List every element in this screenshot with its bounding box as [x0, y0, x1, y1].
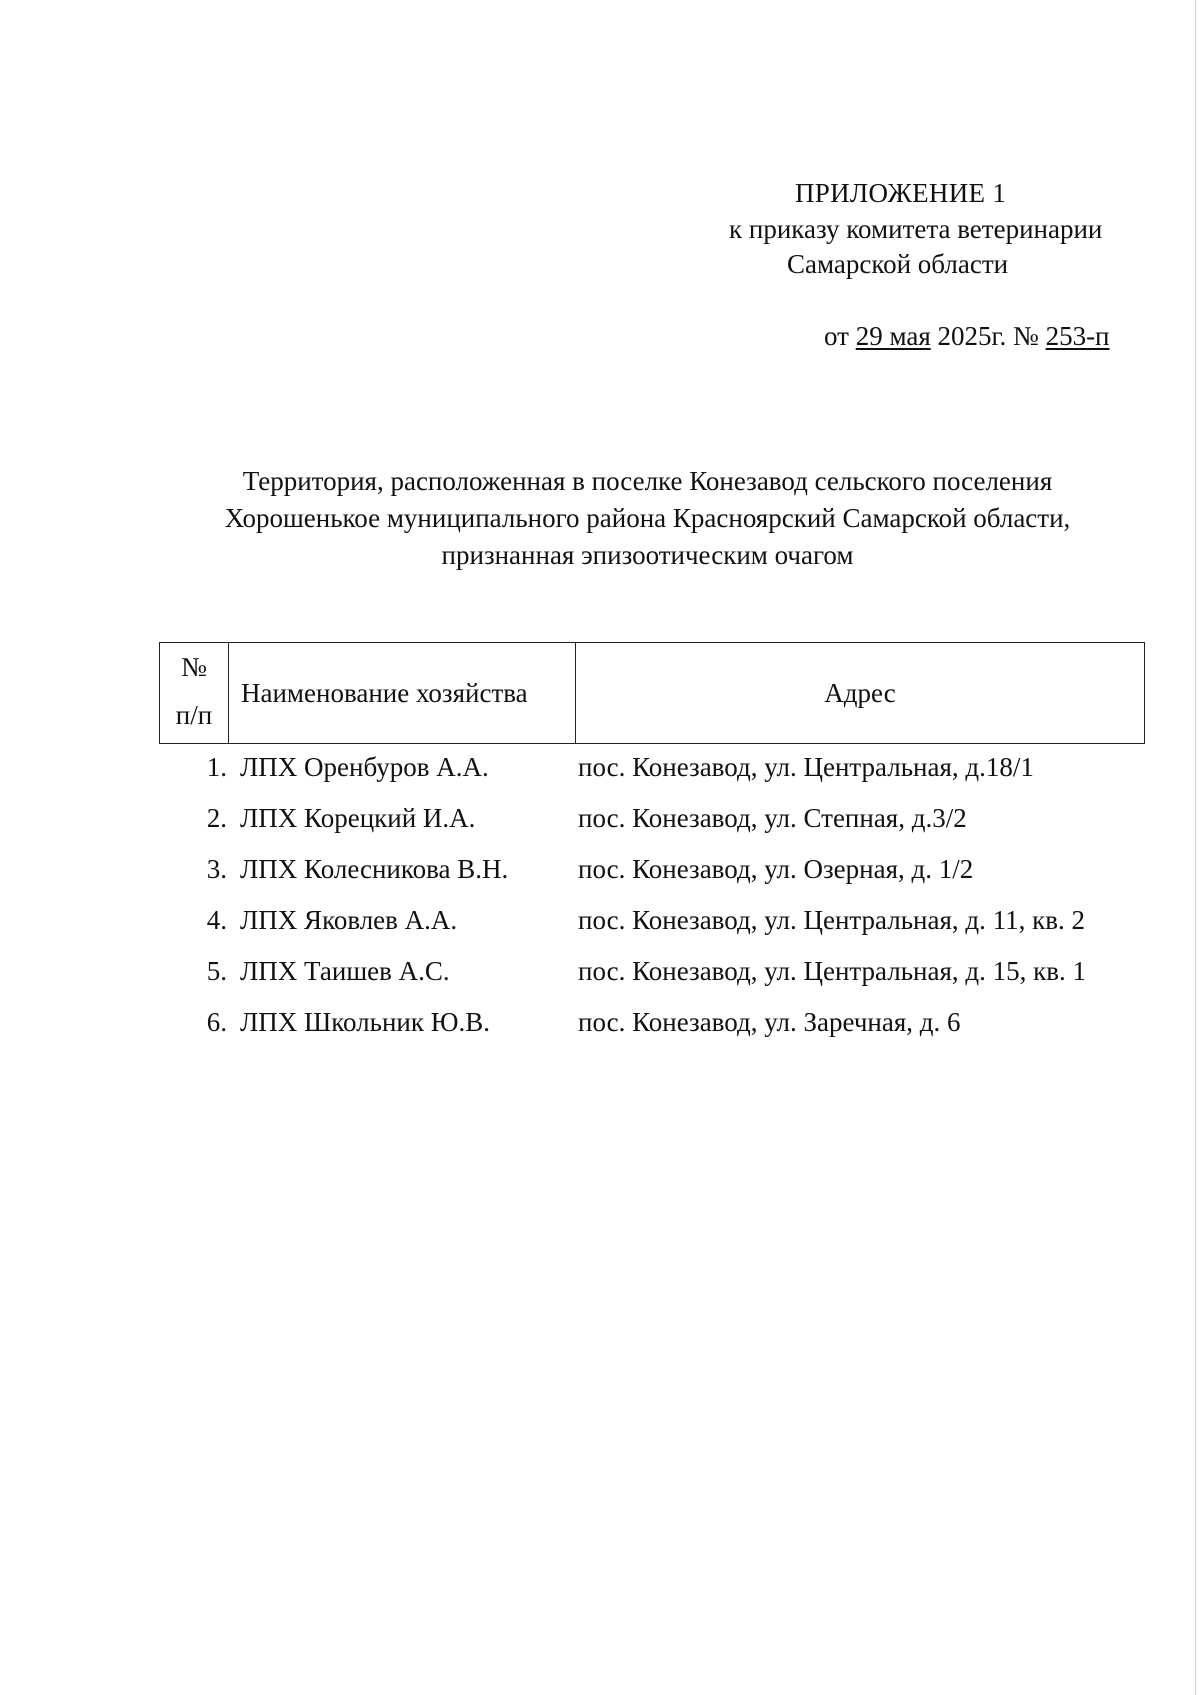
row-number: 2.: [206, 803, 227, 833]
row-number: 3.: [206, 854, 227, 884]
row-address: пос. Конезавод, ул. Заречная, д. 6: [578, 1007, 961, 1037]
row-name: ЛПХ Корецкий И.А.: [240, 803, 476, 833]
row-address: пос. Конезавод, ул. Степная, д.3/2: [578, 803, 967, 833]
appendix-date-line: [824, 320, 1110, 352]
document-title-line: признанная эпизоотическим очагом: [441, 540, 854, 570]
table-body: [159, 747, 1145, 1053]
document-title: [140, 463, 1155, 574]
table-row: [159, 1002, 1145, 1053]
table-row: [159, 849, 1145, 900]
document-title-line: Территория, расположенная в поселке Конезавод сельского поселения: [242, 466, 1053, 496]
row-name: ЛПХ Школьник Ю.В.: [240, 1007, 491, 1037]
date-day-month: 29 мая: [855, 321, 931, 351]
row-name: ЛПХ Оренбуров А.А.: [240, 752, 489, 782]
table-row: [159, 900, 1145, 951]
row-name: ЛПХ Яковлев А.А.: [240, 905, 458, 935]
document-title-line: Хорошенькое муниципального района Красноярский Самарской области,: [224, 503, 1071, 533]
date-year: 2025г. №: [930, 321, 1046, 351]
header-name: Наименование хозяйства: [229, 643, 576, 744]
appendix-region-line: Самарской области: [787, 249, 1009, 279]
date-prefix: от: [824, 321, 856, 351]
order-number: 253-п: [1045, 321, 1110, 351]
table-row: [159, 951, 1145, 1002]
row-number: 1.: [206, 752, 227, 782]
header-number-label: п/п: [175, 700, 213, 730]
row-number: 4.: [206, 905, 227, 935]
row-address: пос. Конезавод, ул. Центральная, д. 11, кв. 2: [578, 905, 1086, 935]
page-edge: [1195, 0, 1196, 1695]
row-name: ЛПХ Таишев А.С.: [240, 956, 450, 986]
table-header: [159, 642, 1145, 744]
appendix-title: ПРИЛОЖЕНИЕ 1: [795, 178, 1007, 208]
row-number: 6.: [206, 1007, 227, 1037]
row-address: пос. Конезавод, ул. Озерная, д. 1/2: [578, 854, 974, 884]
table-row: [159, 798, 1145, 849]
table-row: [159, 747, 1145, 798]
header-address: Адрес: [576, 643, 1145, 744]
row-address: пос. Конезавод, ул. Центральная, д. 15, кв. 1: [578, 956, 1087, 986]
appendix-order-line: к приказу комитета ветеринарии: [729, 214, 1103, 244]
row-name: ЛПХ Колесникова В.Н.: [240, 854, 509, 884]
row-address: пос. Конезавод, ул. Центральная, д.18/1: [578, 752, 1034, 782]
row-number: 5.: [206, 956, 227, 986]
header-number-symbol: №: [181, 652, 207, 682]
header-number: [160, 643, 229, 744]
table-header-row: [160, 643, 1145, 744]
